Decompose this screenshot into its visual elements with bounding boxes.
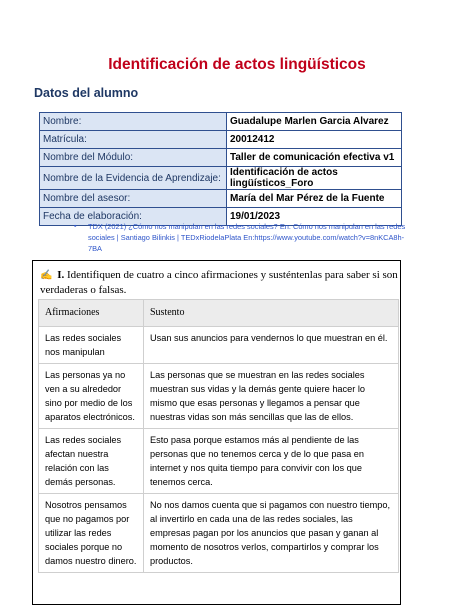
claim-cell: Las redes sociales afectan nuestra relación con las demás personas. bbox=[39, 429, 144, 494]
field-value: Taller de comunicación efectiva v1 bbox=[227, 149, 402, 167]
table-row bbox=[39, 494, 399, 573]
table-row bbox=[39, 327, 399, 364]
writing-hand-icon: ✍ bbox=[40, 270, 53, 281]
statements-table bbox=[38, 299, 399, 573]
column-header-afirmaciones: Afirmaciones bbox=[39, 300, 144, 327]
document-title: Identificación de actos lingüísticos bbox=[108, 56, 366, 73]
field-value: 19/01/2023 bbox=[227, 208, 402, 226]
table-row bbox=[39, 364, 399, 429]
field-value: Identificación de actos lingüísticos_Foro bbox=[227, 167, 402, 190]
field-label: Nombre de la Evidencia de Aprendizaje: bbox=[40, 167, 227, 190]
field-label: Matrícula: bbox=[40, 131, 227, 149]
student-data-table bbox=[39, 112, 402, 226]
table-header-row bbox=[39, 300, 399, 327]
table-row bbox=[40, 190, 402, 208]
field-label: Nombre del Módulo: bbox=[40, 149, 227, 167]
claim-cell: Nosotros pensamos que no pagamos por utilizar las redes sociales porque no damos nuestro dinero. bbox=[39, 494, 144, 573]
table-row bbox=[40, 149, 402, 167]
question-text: Identifiquen de cuatro a cinco afirmaciones y susténtenlas para saber si son verdaderas o falsas. bbox=[40, 269, 398, 296]
column-header-sustento: Sustento bbox=[144, 300, 399, 327]
field-value: 20012412 bbox=[227, 131, 402, 149]
support-cell: No nos damos cuenta que si pagamos con nuestro tiempo, al invertirlo en cada una de las redes sociales, las empresas pagan por los anuncios que pasan y ganan al momento de nosotros verlos, compartirlos y comprar los productos. bbox=[144, 494, 399, 573]
table-row bbox=[40, 113, 402, 131]
claim-cell: Las redes sociales nos manipulan bbox=[39, 327, 144, 364]
bullet-icon: ▪ bbox=[74, 223, 77, 230]
support-cell: Usan sus anuncios para vendernos lo que muestran en él. bbox=[144, 327, 399, 364]
question-number: I. bbox=[57, 269, 65, 281]
table-row bbox=[40, 167, 402, 190]
question-prompt bbox=[40, 268, 398, 297]
field-value: María del Mar Pérez de la Fuente bbox=[227, 190, 402, 208]
field-label: Nombre: bbox=[40, 113, 227, 131]
support-cell: Esto pasa porque estamos más al pendiente de las personas que no tenemos cerca y de lo que pasa en internet y nos quita tiempo para convivir con los que tenemos cerca. bbox=[144, 429, 399, 494]
claim-cell: Las personas ya no ven a su alrededor sino por medio de los aparatos electrónicos. bbox=[39, 364, 144, 429]
reference-link[interactable]: TDX (2021) ¿Cómo nos manipulan en las redes sociales? En: Cómo nos manipulan en las redes sociales | Santiago Bilinkis | TEDxRiodelaPlata En:https://www.youtube.com/watch?v=8nKCA8h-7BA bbox=[88, 222, 406, 253]
student-section-title: Datos del alumno bbox=[34, 86, 139, 100]
field-label: Nombre del asesor: bbox=[40, 190, 227, 208]
table-row bbox=[40, 131, 402, 149]
support-cell: Las personas que se muestran en las redes sociales muestran sus vidas y la demás gente quiere hacer lo mismo que esas personas y llegamos a pensar que nuestras vidas son más sencillas que las de ellos. bbox=[144, 364, 399, 429]
field-value: Guadalupe Marlen Garcia Alvarez bbox=[227, 113, 402, 131]
field-label: Fecha de elaboración: bbox=[40, 208, 227, 226]
reference-list-item bbox=[74, 221, 418, 254]
table-row bbox=[39, 429, 399, 494]
